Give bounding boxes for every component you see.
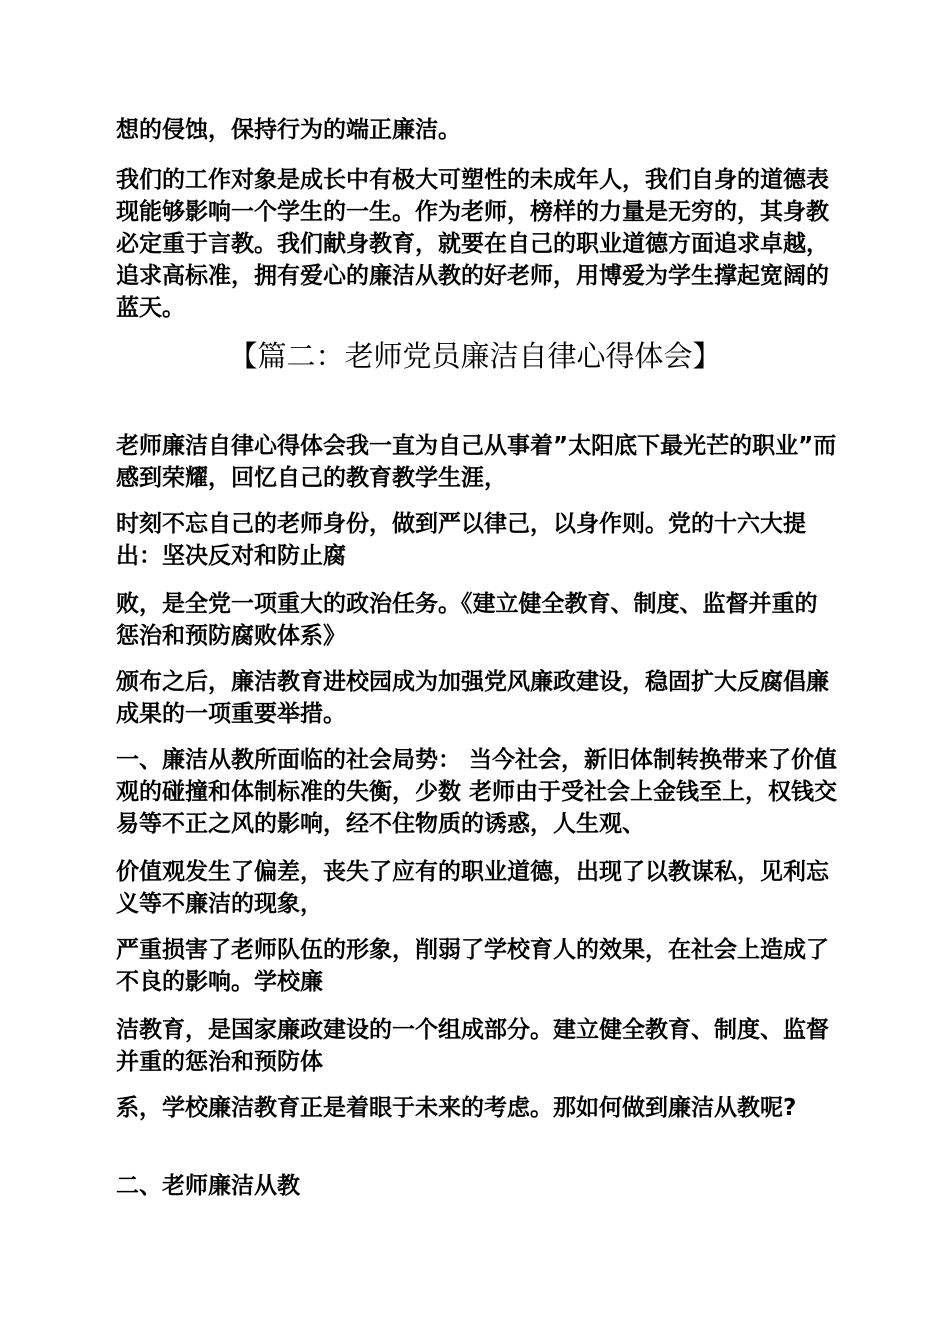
paragraph-4: 时刻不忘自己的老师身份，做到严以律己，以身作则。党的十六大提出：坚决反对和防止腐 <box>116 511 806 569</box>
paragraph-2: 我们的工作对象是成长中有极大可塑性的未成年人，我们自身的道德表现能够影响一个学生的一生。作为老师，榜样的力量是无穷的，其身教必定重于言教。我们献身教育，就要在自己的职业道德方面追求卓越，追求高标准，拥有爱心的廉洁从教的好老师，用博爱为学生撑起宽阔的蓝天。 <box>116 167 829 321</box>
paragraph-3: 老师廉洁自律心得体会我一直为自己从事着”太阳底下最光芒的职业”而感到荣耀，回忆自己的教育教学生涯， <box>116 433 837 491</box>
paragraph-12: 二、老师廉洁从教 <box>116 1173 300 1199</box>
paragraph-10: 洁教育，是国家廉政建设的一个组成部分。建立健全教育、制度、监督并重的惩治和预防体 <box>116 1017 829 1075</box>
paragraph-8: 价值观发生了偏差，丧失了应有的职业道德，出现了以教谋私，见利忘义等不廉洁的现象， <box>116 859 829 917</box>
paragraph-11: 系，学校廉洁教育正是着眼于未来的考虑。那如何做到廉洁从教呢? <box>116 1095 797 1121</box>
paragraph-5: 败，是全党一项重大的政治任务。《建立健全教育、制度、监督并重的惩治和预防腐败体系》 <box>116 591 818 649</box>
section-heading: 【篇二：老师党员廉洁自律心得体会】 <box>228 339 722 373</box>
paragraph-6: 颁布之后，廉洁教育进校园成为加强党风廉政建设，稳固扩大反腐倡廉成果的一项重要举措。 <box>116 669 829 727</box>
paragraph-7: 一、廉洁从教所面临的社会局势： 当今社会，新旧体制转换带来了价值观的碰撞和体制标准的失衡，少数 老师由于受社会上金钱至上，权钱交易等不正之风的影响，经不住物质的诱惑，人生观、 <box>116 747 838 837</box>
paragraph-1: 想的侵蚀，保持行为的端正廉洁。 <box>116 117 461 143</box>
paragraph-9: 严重损害了老师队伍的形象，削弱了学校育人的效果，在社会上造成了不良的影响。学校廉 <box>116 937 829 995</box>
